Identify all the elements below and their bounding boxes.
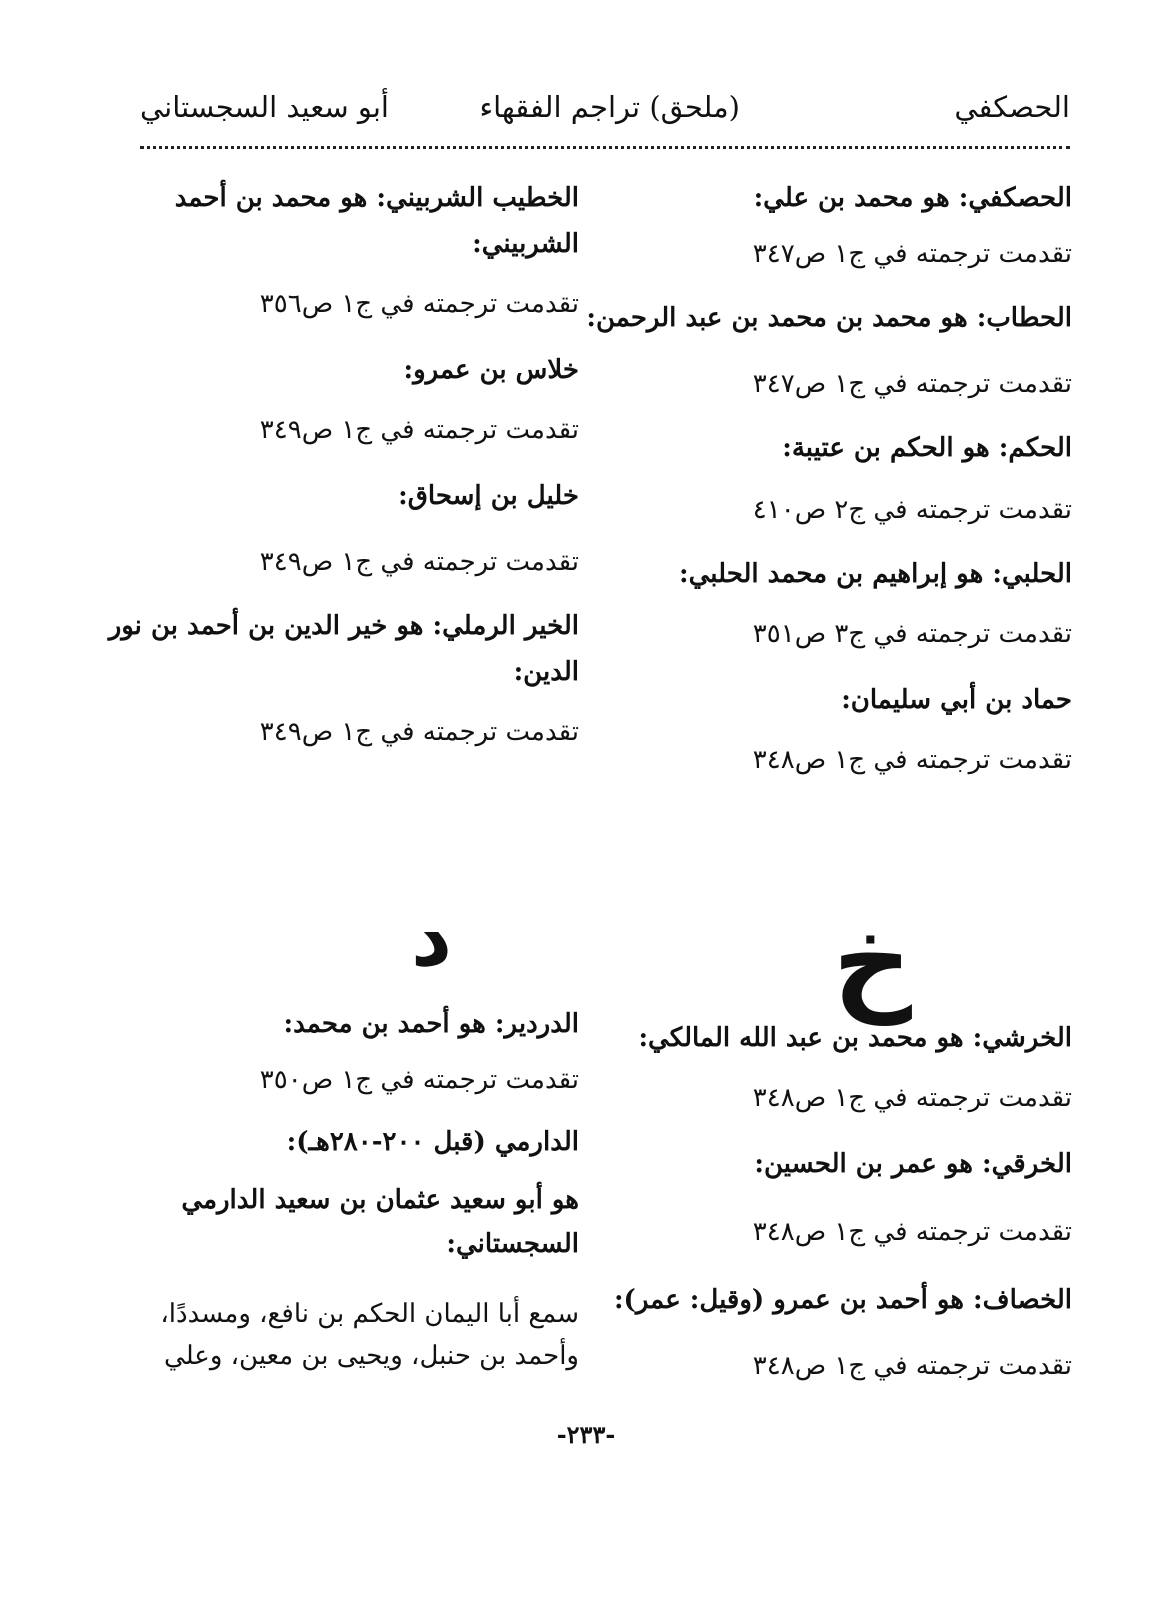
- entry-reference: تقدمت ترجمته في ج١ ص٣٤٨: [752, 1351, 1072, 1381]
- body-text-line: سمع أبا اليمان الحكم بن نافع، ومسددًا،: [160, 1299, 579, 1329]
- entry-reference: تقدمت ترجمته في ج١ ص٣٤٨: [752, 1217, 1072, 1247]
- entry-reference: تقدمت ترجمته في ج٢ ص٤١٠: [752, 495, 1072, 525]
- entry-heading: الخصاف: هو أحمد بن عمرو (وقيل: عمر):: [613, 1285, 1072, 1315]
- entry-heading: الحكم: هو الحكم بن عتيبة:: [782, 433, 1072, 463]
- section-letter-dal: د: [410, 891, 452, 984]
- kha-section-entries: [612, 1020, 1072, 1400]
- entry-heading: الخرقي: هو عمر بن الحسين:: [754, 1149, 1072, 1179]
- entry-reference: تقدمت ترجمته في ج١ ص٣٤٨: [752, 745, 1072, 775]
- running-header: [140, 86, 1070, 149]
- entry-reference: تقدمت ترجمته في ج٣ ص٣٥١: [752, 619, 1072, 649]
- entry-heading-continued: الشربيني:: [472, 229, 579, 259]
- entry-reference: تقدمت ترجمته في ج١ ص٣٤٧: [752, 239, 1072, 269]
- entry-heading: خليل بن إسحاق:: [398, 481, 579, 511]
- section-letter-kha: خ: [832, 897, 912, 1025]
- entry-reference: تقدمت ترجمته في ج١ ص٣٤٩: [259, 547, 579, 577]
- right-column-entries: [586, 180, 1072, 800]
- header-center-title: (ملحق) تراجم الفقهاء: [479, 90, 740, 124]
- entry-heading-continued: الدين:: [513, 657, 579, 687]
- header-left-title: أبو سعيد السجستاني: [140, 90, 389, 124]
- dal-section-entries: [119, 1006, 579, 1386]
- entry-heading: حماد بن أبي سليمان:: [841, 685, 1072, 715]
- entry-heading: الحطاب: هو محمد بن محمد بن عبد الرحمن:: [586, 303, 1072, 333]
- entry-heading: الدارمي (قبل ٢٠٠-٢٨٠هـ):: [286, 1127, 579, 1157]
- entry-heading: الخرشي: هو محمد بن عبد الله المالكي:: [638, 1023, 1072, 1053]
- entry-heading: الخطيب الشربيني: هو محمد بن أحمد: [174, 183, 579, 213]
- left-column-entries: [108, 180, 579, 780]
- entry-reference: تقدمت ترجمته في ج١ ص٣٤٨: [752, 1083, 1072, 1113]
- page-number: -٢٣٣-: [556, 1420, 616, 1449]
- entry-heading: هو أبو سعيد عثمان بن سعيد الدارمي: [181, 1185, 579, 1215]
- entry-reference: تقدمت ترجمته في ج١ ص٣٤٩: [259, 717, 579, 747]
- header-right-title: الحصكفي: [954, 90, 1070, 124]
- body-text-line: وأحمد بن حنبل، ويحيى بن معين، وعلي: [164, 1341, 579, 1371]
- entry-reference: تقدمت ترجمته في ج١ ص٣٥٠: [259, 1065, 579, 1095]
- entry-reference: تقدمت ترجمته في ج١ ص٣٤٧: [752, 369, 1072, 399]
- entry-heading: الحصكفي: هو محمد بن علي:: [753, 183, 1072, 213]
- entry-heading: الخير الرملي: هو خير الدين بن أحمد بن نور: [108, 611, 579, 641]
- entry-heading-continued: السجستاني:: [446, 1229, 579, 1259]
- entry-reference: تقدمت ترجمته في ج١ ص٣٥٦: [259, 289, 579, 319]
- entry-heading: الحلبي: هو إبراهيم بن محمد الحلبي:: [678, 559, 1072, 589]
- entry-reference: تقدمت ترجمته في ج١ ص٣٤٩: [259, 415, 579, 445]
- entry-heading: خلاس بن عمرو:: [403, 355, 579, 385]
- entry-heading: الدردير: هو أحمد بن محمد:: [283, 1009, 579, 1039]
